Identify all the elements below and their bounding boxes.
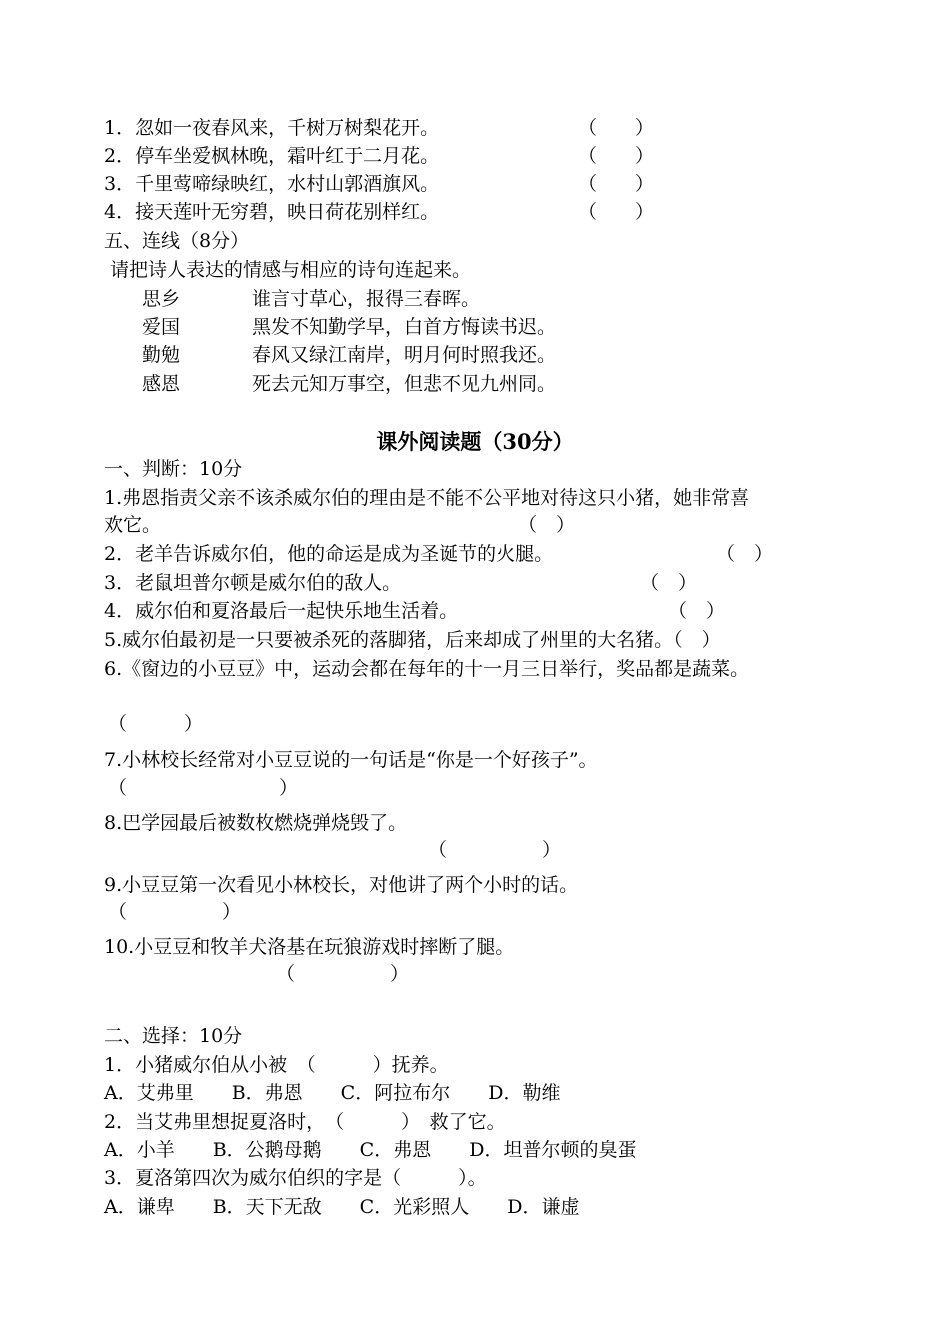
question-text: 8.巴学园最后被数枚燃烧弹烧毁了。 — [104, 812, 408, 834]
answer-paren: （ ） — [108, 777, 299, 799]
answer-paren: （ ） — [578, 117, 655, 139]
question-text: 10.小豆豆和牧羊犬洛基在玩狼游戏时摔断了腿。 — [104, 936, 515, 958]
poem-line-2: 2．停车坐爱枫林晚，霜叶红于二月花。 — [104, 145, 440, 167]
answer-paren: （ ） — [108, 901, 242, 923]
answer-paren: （ ） — [578, 173, 655, 195]
choice-options: A．艾弗里 B．弗恩 C．阿拉布尔 D．勒维 — [104, 1082, 561, 1104]
answer-paren: （ ） — [668, 600, 726, 622]
verse-item: 谁言寸草心，报得三春晖。 — [252, 288, 481, 310]
poem-line-1: 1．忽如一夜春风来，千树万树梨花开。 — [104, 117, 440, 139]
answer-paren: （ ） — [428, 839, 562, 861]
verse-item: 春风又绿江南岸，明月何时照我还。 — [252, 344, 557, 366]
section-heading: 二、选择：10分 — [104, 1025, 243, 1047]
answer-paren: （ ） — [578, 145, 655, 167]
question-text: 2．当艾弗里想捉夏洛时， （ ） 救了它。 — [104, 1111, 506, 1133]
choice-options: A．谦卑 B．天下无敌 C．光彩照人 D．谦虚 — [104, 1196, 580, 1218]
section-heading: 五、连线（8分） — [104, 230, 250, 252]
choice-options: A．小羊 B．公鹅母鹅 C．弗恩 D．坦普尔顿的臭蛋 — [104, 1139, 637, 1161]
question-text: 欢它。 — [104, 514, 162, 536]
answer-paren: （ ） — [518, 514, 576, 536]
question-text: 1.弗恩指责父亲不该杀威尔伯的理由是不能不公平地对待这只小猪，她非常喜 — [104, 487, 750, 509]
question-text: 3．老鼠坦普尔顿是威尔伯的敌人。 — [104, 572, 402, 594]
emotion-item: 思乡 — [142, 288, 181, 310]
question-text: 3．夏洛第四次为威尔伯织的字是（ ）。 — [104, 1167, 487, 1189]
question-text: 2．老羊告诉威尔伯，他的命运是成为圣诞节的火腿。 — [104, 543, 554, 565]
section-instruction: 请把诗人表达的情感与相应的诗句连起来。 — [104, 259, 472, 281]
verse-item: 黑发不知勤学早，白首方悔读书迟。 — [252, 316, 557, 338]
section-heading: 一、判断：10分 — [104, 458, 243, 480]
emotion-item: 勤勉 — [142, 344, 181, 366]
question-text: 9.小豆豆第一次看见小林校长，对他讲了两个小时的话。 — [104, 874, 579, 896]
answer-paren: （ ） — [640, 572, 698, 594]
emotion-item: 感恩 — [142, 373, 181, 395]
verse-item: 死去元知万事空，但悲不见九州同。 — [252, 373, 557, 395]
poem-line-3: 3．千里莺啼绿映红，水村山郭酒旗风。 — [104, 173, 440, 195]
answer-paren: （ ） — [716, 543, 774, 565]
question-text: 6.《窗边的小豆豆》中，运动会都在每年的十一月三日举行，奖品都是蔬菜。 — [104, 658, 750, 680]
question-text: 5.威尔伯最初是一只要被杀死的落脚猪，后来却成了州里的大名猪。（ ） — [104, 629, 721, 651]
page-title: 课外阅读题（30分） — [376, 429, 574, 454]
answer-paren: （ ） — [276, 963, 410, 985]
poem-line-4: 4．接天莲叶无穷碧，映日荷花别样红。 — [104, 201, 440, 223]
question-text: 7.小林校长经常对小豆豆说的一句话是“你是一个好孩子”。 — [104, 749, 598, 771]
question-text: 1．小猪威尔伯从小被 （ ）抚养。 — [104, 1054, 449, 1076]
emotion-item: 爱国 — [142, 316, 181, 338]
answer-paren: （ ） — [108, 713, 204, 735]
answer-paren: （ ） — [578, 201, 655, 223]
question-text: 4．威尔伯和夏洛最后一起快乐地生活着。 — [104, 600, 459, 622]
